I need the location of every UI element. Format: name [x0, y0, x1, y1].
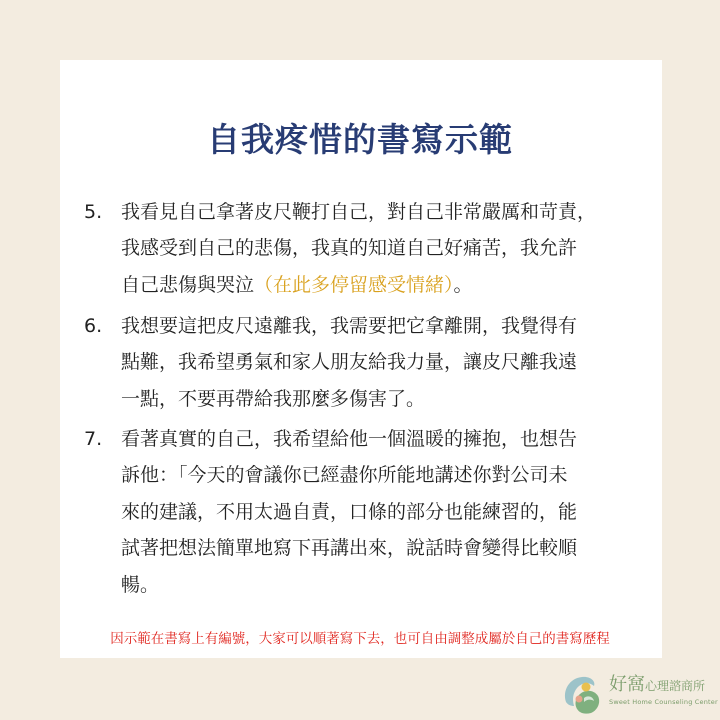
- item-line-text: 自己悲傷與哭泣: [121, 273, 255, 296]
- footer-note: 因示範在書寫上有編號，大家可以順著寫下去，也可自由調整成屬於自己的書寫歷程: [110, 631, 610, 647]
- item-line: 一點，不要再帶給我那麼多傷害了。: [121, 387, 426, 410]
- item-line-last: [121, 267, 596, 303]
- item-number: 7.: [84, 428, 103, 450]
- logo-subtitle: 心理諮商所: [645, 679, 706, 693]
- logo-name: 好窩: [609, 674, 645, 695]
- item-line: 試著把想法簡單地寫下再講出來，說話時會變得比較順: [121, 537, 578, 560]
- item-line: 點難，我希望勇氣和家人朋友給我力量，讓皮尺離我遠: [121, 351, 578, 374]
- item-line: 看著真實的自己，我希望給他一個溫暖的擁抱，也想告: [121, 428, 578, 450]
- item-number: 5.: [84, 201, 103, 223]
- brand-logo: [560, 670, 716, 718]
- highlight-text: （在此多停留感受情緒）: [254, 273, 454, 296]
- logo-text: [609, 674, 705, 697]
- item-line: 訴他：「今天的會議你已經盡你所能地講述你對公司未: [121, 464, 568, 487]
- item-line: 暢。: [121, 573, 160, 596]
- item-line-end: 。: [453, 273, 473, 296]
- logo-english: Sweet Home Counseling Center: [609, 698, 718, 706]
- item-line: 來的建議，不用太過自責，口條的部分也能練習的，能: [121, 500, 578, 523]
- item-number: 6.: [84, 315, 103, 337]
- item-line: 我想要這把皮尺遠離我，我需要把它拿離開，我覺得有: [121, 315, 578, 337]
- logo-mark-icon: [560, 672, 606, 716]
- page-title: 自我疼惜的書寫示範: [207, 120, 513, 159]
- item-line: 我看見自己拿著皮尺鞭打自己，對自己非常嚴厲和苛責，: [121, 201, 597, 223]
- item-line: 我感受到自己的悲傷，我真的知道自己好痛苦，我允許: [121, 237, 578, 260]
